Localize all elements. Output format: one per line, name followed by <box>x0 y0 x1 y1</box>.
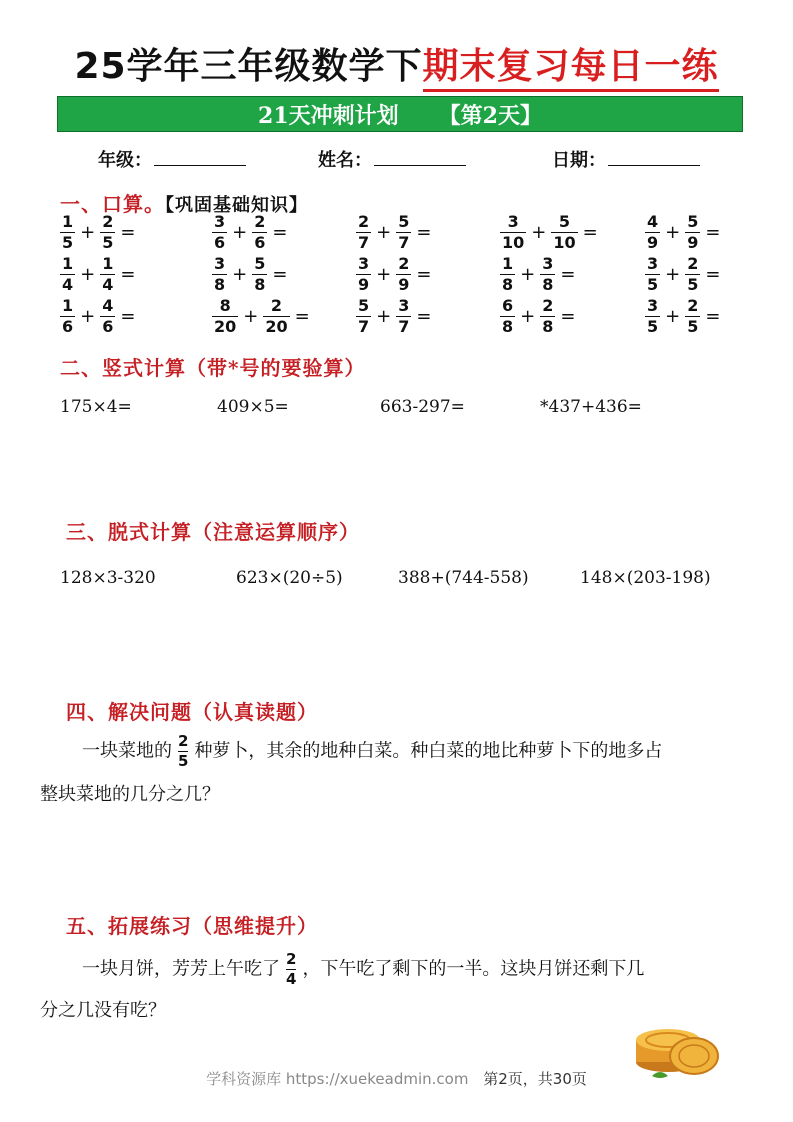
equals-sign: = <box>120 264 136 285</box>
grade-field[interactable] <box>98 146 246 172</box>
equals-sign: = <box>582 222 598 243</box>
plan-label: 21天冲刺计划 <box>258 102 399 129</box>
oral-calc-item <box>500 298 575 335</box>
problem-4-line-2: 整块菜地的几分之几？ <box>40 784 220 805</box>
fraction: $\frac{2}{20}$ <box>265 296 288 336</box>
stepwise-calc-item: 388+(744-558) <box>398 568 529 588</box>
equals-sign: = <box>705 264 721 285</box>
equals-sign: = <box>120 306 136 327</box>
plus-sign: + <box>376 306 392 327</box>
fraction: $\frac{3}{8}$ <box>542 254 554 294</box>
fraction: $\frac{3}{10}$ <box>502 212 525 252</box>
fraction: $\frac{1}{6}$ <box>62 296 74 336</box>
fraction: $\frac{5}{8}$ <box>254 254 266 294</box>
stepwise-calc-item: 128×3-320 <box>60 568 156 588</box>
oral-calc-item <box>356 298 431 335</box>
fraction: $\frac{5}{7}$ <box>358 296 370 336</box>
name-blank[interactable] <box>374 149 466 166</box>
plus-sign: + <box>232 264 248 285</box>
fraction: $\frac{4}{6}$ <box>102 296 114 336</box>
fraction: $\frac{2}{8}$ <box>542 296 554 336</box>
plus-sign: + <box>80 222 96 243</box>
plus-sign: + <box>665 264 681 285</box>
oral-calc-item <box>645 256 720 293</box>
grade-label: 年级： <box>98 150 152 171</box>
stepwise-calc-item: 148×(203-198) <box>580 568 711 588</box>
fraction: $\frac{3}{7}$ <box>398 296 410 336</box>
title-main: 25学年三年级数学下 <box>74 46 423 87</box>
fraction: $\frac{1}{5}$ <box>62 212 74 252</box>
equals-sign: = <box>705 222 721 243</box>
equals-sign: = <box>560 306 576 327</box>
fraction: $\frac{5}{7}$ <box>398 212 410 252</box>
plus-sign: + <box>80 264 96 285</box>
fraction: $\frac{4}{9}$ <box>647 212 659 252</box>
problem-5-line-2: 分之几没有吃？ <box>40 1000 166 1021</box>
stepwise-calc-item: 623×(20÷5) <box>236 568 343 588</box>
oral-calc-item <box>212 214 287 251</box>
equals-sign: = <box>272 222 288 243</box>
plus-sign: + <box>665 222 681 243</box>
fraction: $\frac{1}{8}$ <box>502 254 514 294</box>
oral-calc-item <box>60 298 135 335</box>
page-number: 第2页，共30页 <box>483 1070 587 1088</box>
title-highlight: 期末复习每日一练 <box>423 46 719 92</box>
fraction: $\frac{2}{9}$ <box>398 254 410 294</box>
plus-sign: + <box>665 306 681 327</box>
fraction: $\frac{3}{5}$ <box>647 296 659 336</box>
day-label: 【第2天】 <box>438 102 542 129</box>
vertical-calc-item: *437+436= <box>540 397 642 417</box>
section-5-title: 五、拓展练习（思维提升） <box>66 914 318 938</box>
fraction: $\frac{5}{9}$ <box>687 212 699 252</box>
section-3-title: 三、脱式计算（注意运算顺序） <box>66 520 360 544</box>
oral-calc-item <box>60 214 135 251</box>
fraction: $\frac{2}{5}$ <box>178 732 189 770</box>
oral-calc-item <box>356 214 431 251</box>
fraction: $\frac{3}{8}$ <box>214 254 226 294</box>
oral-calc-item <box>212 298 310 335</box>
page-footer <box>0 1068 793 1089</box>
equals-sign: = <box>416 306 432 327</box>
plus-sign: + <box>232 222 248 243</box>
fraction: $\frac{2}{4}$ <box>286 950 297 988</box>
section-1-heading <box>60 188 308 217</box>
equals-sign: = <box>416 264 432 285</box>
footer-watermark: 学科资源库 https://xuekeadmin.com <box>206 1070 469 1088</box>
fraction: $\frac{2}{5}$ <box>102 212 114 252</box>
fraction: $\frac{8}{20}$ <box>214 296 237 336</box>
name-field[interactable] <box>318 146 466 172</box>
problem-5-line-1: 一块月饼，芳芳上午吃了 $\frac{2}{4}$ ，下午吃了剩下的一半。这块月饼还剩下几 <box>82 950 645 988</box>
vertical-calc-item: 409×5= <box>217 397 289 417</box>
grade-blank[interactable] <box>154 149 246 166</box>
problem-4-line-1: 一块菜地的 $\frac{2}{5}$ 种萝卜，其余的地种白菜。种白菜的地比种萝卜下的地多占 <box>82 732 663 770</box>
oral-calc-item <box>60 256 135 293</box>
oral-calc-item <box>500 256 575 293</box>
plus-sign: + <box>520 264 536 285</box>
plus-sign: + <box>243 306 259 327</box>
plus-sign: + <box>520 306 536 327</box>
vertical-calc-item: 663-297= <box>380 397 465 417</box>
equals-sign: = <box>294 306 310 327</box>
fraction: $\frac{3}{6}$ <box>214 212 226 252</box>
section-1-title: 一、口算。 <box>60 192 165 216</box>
date-label: 日期： <box>552 150 606 171</box>
oral-calc-item <box>645 298 720 335</box>
fraction: $\frac{1}{4}$ <box>102 254 114 294</box>
plus-sign: + <box>80 306 96 327</box>
page-title <box>0 38 793 89</box>
section-1-subtitle: 【巩固基础知识】 <box>165 195 308 216</box>
plan-banner <box>57 96 743 132</box>
fraction: $\frac{2}{5}$ <box>687 296 699 336</box>
section-2-title: 二、竖式计算（带*号的要验算） <box>60 356 366 380</box>
fraction: $\frac{2}{6}$ <box>254 212 266 252</box>
fraction: $\frac{3}{5}$ <box>647 254 659 294</box>
fraction: $\frac{2}{5}$ <box>687 254 699 294</box>
equals-sign: = <box>272 264 288 285</box>
equals-sign: = <box>705 306 721 327</box>
fraction: $\frac{6}{8}$ <box>502 296 514 336</box>
section-4-title: 四、解决问题（认真读题） <box>66 700 318 724</box>
plus-sign: + <box>531 222 547 243</box>
oral-calc-item <box>500 214 598 251</box>
vertical-calc-item: 175×4= <box>60 397 132 417</box>
fraction: $\frac{5}{10}$ <box>553 212 576 252</box>
date-field[interactable] <box>552 146 700 172</box>
oral-calc-item <box>645 214 720 251</box>
equals-sign: = <box>560 264 576 285</box>
plus-sign: + <box>376 222 392 243</box>
oral-calc-item <box>356 256 431 293</box>
oral-calc-item <box>212 256 287 293</box>
date-blank[interactable] <box>608 149 700 166</box>
fraction: $\frac{3}{9}$ <box>358 254 370 294</box>
plus-sign: + <box>376 264 392 285</box>
equals-sign: = <box>416 222 432 243</box>
fraction: $\frac{2}{7}$ <box>358 212 370 252</box>
fraction: $\frac{1}{4}$ <box>62 254 74 294</box>
equals-sign: = <box>120 222 136 243</box>
name-label: 姓名： <box>318 150 372 171</box>
